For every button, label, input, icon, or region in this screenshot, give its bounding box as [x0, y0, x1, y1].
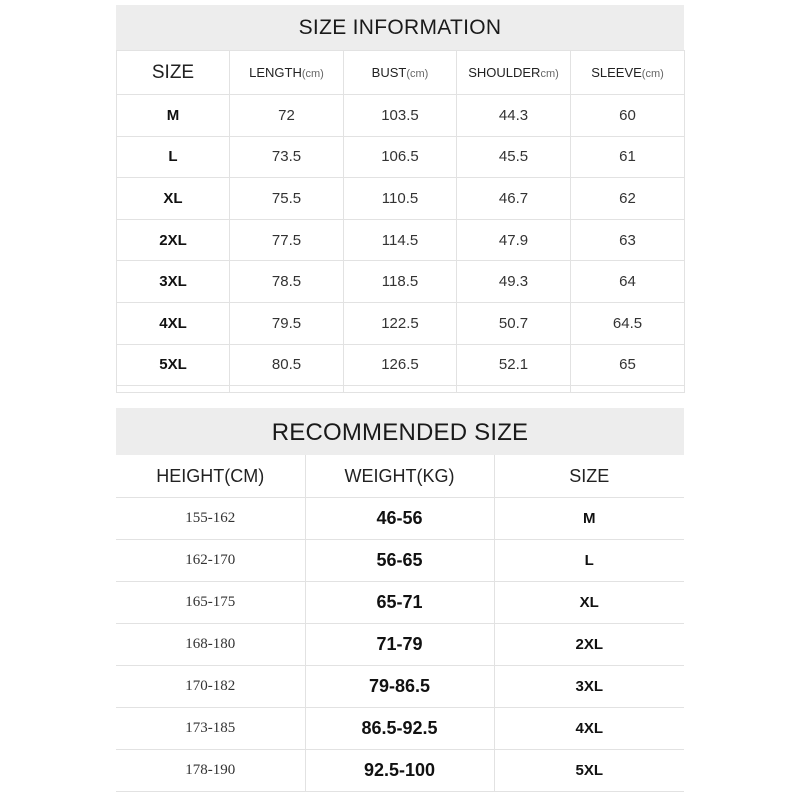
col-header-length: LENGTH(cm)	[230, 51, 344, 95]
bust-cell: 126.5	[344, 344, 457, 386]
size-cell: L	[117, 136, 230, 178]
table-row	[117, 219, 685, 261]
size-cell: L	[494, 540, 684, 582]
size-information-title: SIZE INFORMATION	[116, 5, 684, 50]
sleeve-cell: 64.5	[571, 302, 685, 344]
size-cell: 3XL	[117, 261, 230, 303]
length-cell: 78.5	[230, 261, 344, 303]
size-cell: 2XL	[494, 624, 684, 666]
table-row	[117, 95, 685, 137]
size-cell: 2XL	[117, 219, 230, 261]
weight-cell: 46-56	[305, 498, 494, 540]
size-information-panel	[116, 5, 684, 394]
bust-cell: 106.5	[344, 136, 457, 178]
table-filler-row	[117, 386, 685, 393]
table-row	[117, 344, 685, 386]
shoulder-cell: 44.3	[457, 95, 571, 137]
size-cell: M	[117, 95, 230, 137]
table-row	[116, 582, 684, 624]
weight-cell: 65-71	[305, 582, 494, 624]
weight-cell: 71-79	[305, 624, 494, 666]
length-cell: 72	[230, 95, 344, 137]
shoulder-cell: 52.1	[457, 344, 571, 386]
bust-cell: 110.5	[344, 178, 457, 220]
bust-cell: 114.5	[344, 219, 457, 261]
table-row	[116, 498, 684, 540]
size-cell: 5XL	[494, 750, 684, 792]
sleeve-cell: 60	[571, 95, 685, 137]
table-row	[116, 708, 684, 750]
table-row	[116, 624, 684, 666]
table-row	[116, 750, 684, 792]
size-cell: 3XL	[494, 666, 684, 708]
length-cell: 80.5	[230, 344, 344, 386]
recommended-size-header-row	[116, 455, 684, 498]
col-header-weight: WEIGHT(KG)	[305, 455, 494, 498]
height-cell: 178-190	[116, 750, 305, 792]
size-cell: XL	[117, 178, 230, 220]
length-cell: 73.5	[230, 136, 344, 178]
height-cell: 155-162	[116, 498, 305, 540]
sleeve-cell: 62	[571, 178, 685, 220]
sleeve-cell: 64	[571, 261, 685, 303]
height-cell: 173-185	[116, 708, 305, 750]
size-cell: XL	[494, 582, 684, 624]
size-cell: M	[494, 498, 684, 540]
shoulder-cell: 49.3	[457, 261, 571, 303]
height-cell: 162-170	[116, 540, 305, 582]
shoulder-cell: 46.7	[457, 178, 571, 220]
height-cell: 168-180	[116, 624, 305, 666]
col-header-height: HEIGHT(CM)	[116, 455, 305, 498]
weight-cell: 92.5-100	[305, 750, 494, 792]
table-row	[117, 178, 685, 220]
table-row	[117, 302, 685, 344]
weight-cell: 56-65	[305, 540, 494, 582]
col-header-size: SIZE	[117, 51, 230, 95]
recommended-size-table	[116, 455, 684, 792]
height-cell: 165-175	[116, 582, 305, 624]
recommended-size-title: RECOMMENDED SIZE	[116, 408, 684, 455]
shoulder-cell: 47.9	[457, 219, 571, 261]
shoulder-cell: 45.5	[457, 136, 571, 178]
col-header-shoulder: SHOULDERcm)	[457, 51, 571, 95]
col-header-sleeve: SLEEVE(cm)	[571, 51, 685, 95]
size-information-header-row	[117, 51, 685, 95]
length-cell: 79.5	[230, 302, 344, 344]
bust-cell: 103.5	[344, 95, 457, 137]
weight-cell: 79-86.5	[305, 666, 494, 708]
sleeve-cell: 63	[571, 219, 685, 261]
table-row	[116, 666, 684, 708]
length-cell: 77.5	[230, 219, 344, 261]
table-row	[117, 261, 685, 303]
weight-cell: 86.5-92.5	[305, 708, 494, 750]
col-header-bust: BUST(cm)	[344, 51, 457, 95]
recommended-size-panel	[116, 408, 684, 800]
size-cell: 4XL	[117, 302, 230, 344]
length-cell: 75.5	[230, 178, 344, 220]
height-cell: 170-182	[116, 666, 305, 708]
col-header-size: SIZE	[494, 455, 684, 498]
size-information-table	[116, 50, 685, 393]
shoulder-cell: 50.7	[457, 302, 571, 344]
size-cell: 5XL	[117, 344, 230, 386]
size-cell: 4XL	[494, 708, 684, 750]
sleeve-cell: 61	[571, 136, 685, 178]
table-row	[116, 540, 684, 582]
table-row	[117, 136, 685, 178]
bust-cell: 122.5	[344, 302, 457, 344]
bust-cell: 118.5	[344, 261, 457, 303]
sleeve-cell: 65	[571, 344, 685, 386]
